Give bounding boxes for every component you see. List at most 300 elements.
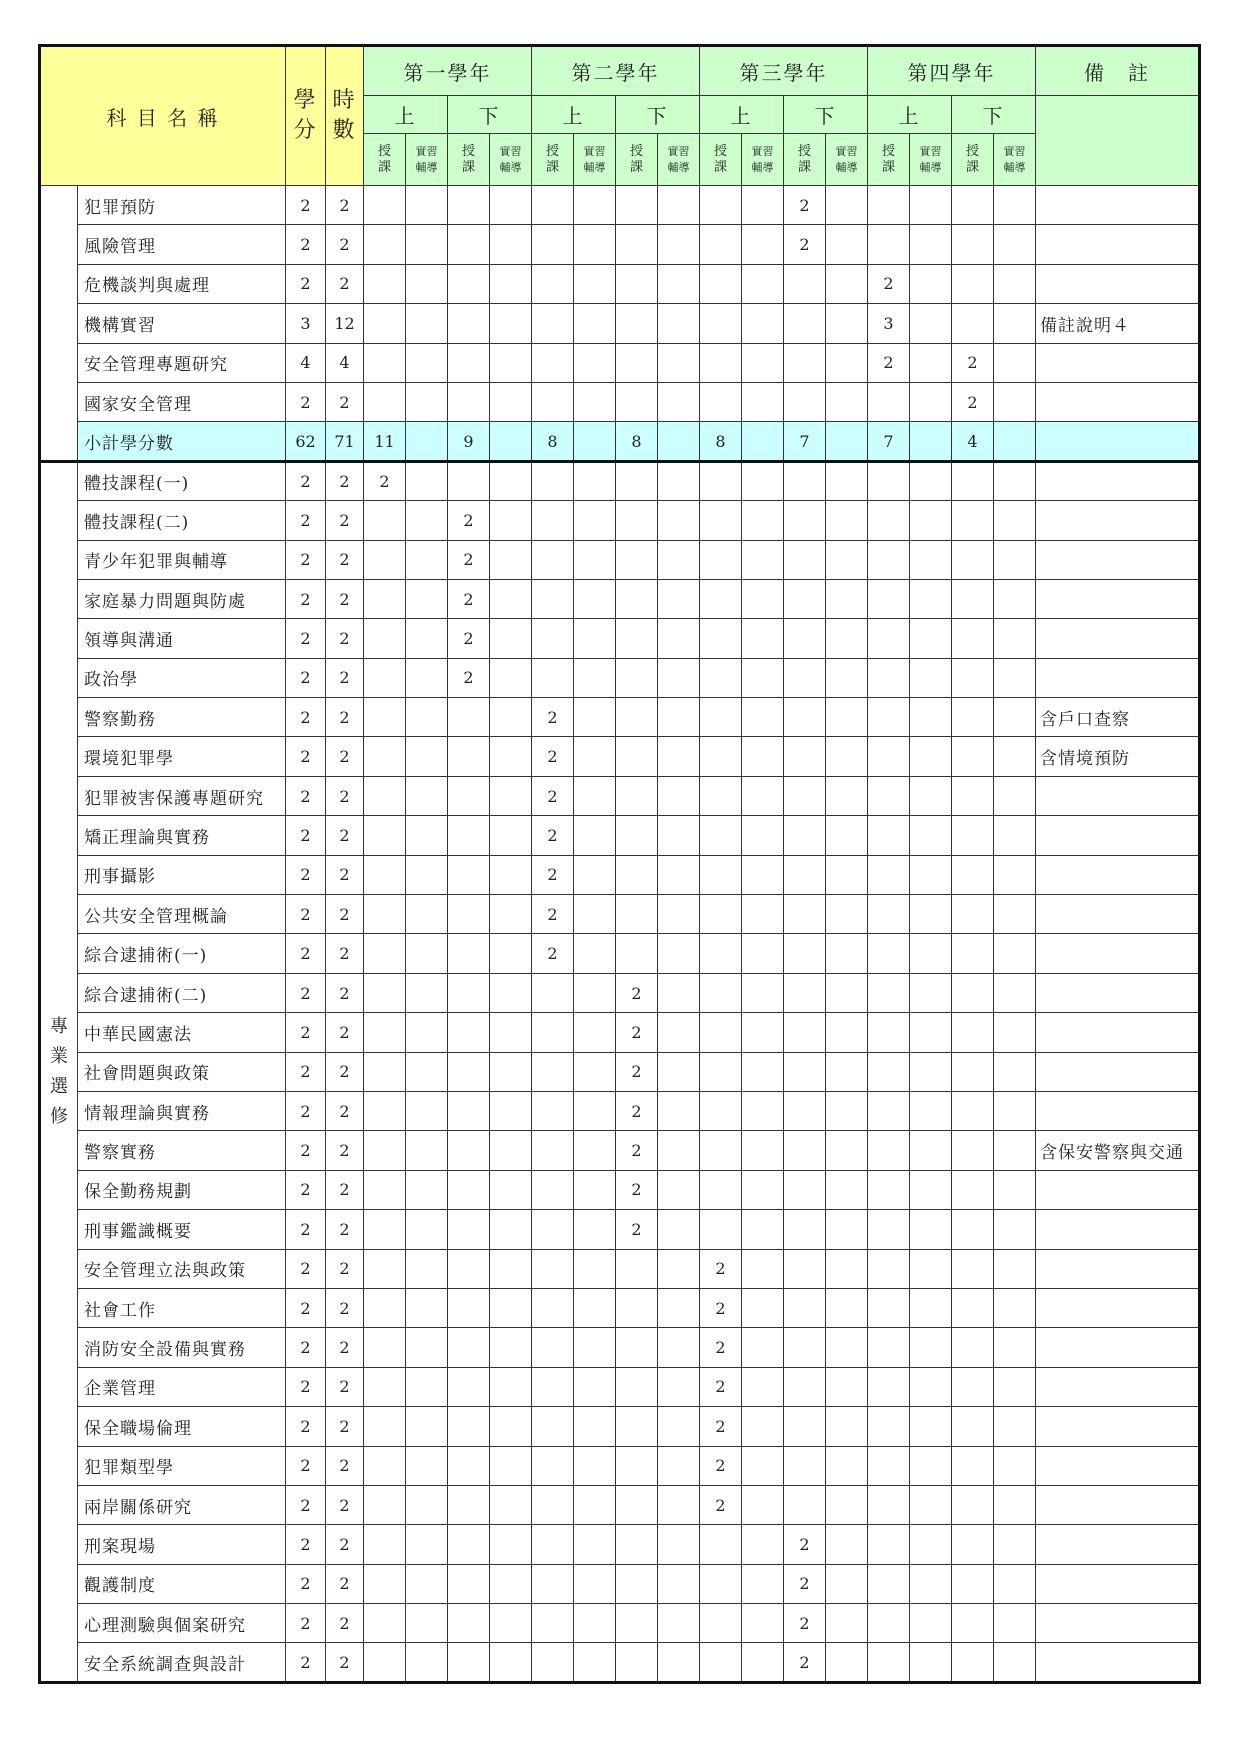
lecture-cell [700, 698, 742, 737]
course-credits: 62 [286, 422, 326, 461]
course-remark [1036, 1013, 1200, 1052]
practice-cell [994, 1525, 1036, 1564]
practice-cell [406, 540, 448, 579]
course-credits: 2 [286, 855, 326, 894]
course-hours: 2 [326, 1485, 364, 1524]
practice-cell [910, 1091, 952, 1130]
practice-cell [742, 264, 784, 303]
practice-cell [658, 776, 700, 815]
lecture-cell: 2 [616, 973, 658, 1012]
lecture-cell [952, 540, 994, 579]
practice-cell [910, 816, 952, 855]
course-credits: 2 [286, 1210, 326, 1249]
subject-name-header: 科 目 名 稱 [40, 46, 286, 186]
lecture-cell [784, 776, 826, 815]
practice-cell [406, 895, 448, 934]
lecture-cell: 2 [616, 1170, 658, 1209]
course-credits: 2 [286, 1091, 326, 1130]
lecture-cell [784, 619, 826, 658]
practice-cell [826, 934, 868, 973]
course-credits: 2 [286, 1052, 326, 1091]
practice-cell [826, 658, 868, 697]
practice-cell [658, 186, 700, 225]
lecture-cell [700, 895, 742, 934]
practice-cell [658, 816, 700, 855]
course-credits: 2 [286, 186, 326, 225]
lecture-cell: 2 [616, 1131, 658, 1170]
practice-cell [574, 658, 616, 697]
lecture-cell [952, 1210, 994, 1249]
practice-cell [994, 1604, 1036, 1643]
practice-cell [658, 934, 700, 973]
lecture-cell [784, 737, 826, 776]
lecture-cell: 2 [448, 540, 490, 579]
lecture-cell [532, 225, 574, 264]
practice-cell [406, 737, 448, 776]
course-hours: 2 [326, 1525, 364, 1564]
practice-cell [742, 737, 784, 776]
practice-cell [742, 579, 784, 618]
course-hours: 2 [326, 501, 364, 540]
practice-cell [406, 1131, 448, 1170]
course-name: 中華民國憲法 [78, 1013, 286, 1052]
lecture-cell [868, 934, 910, 973]
practice-cell [490, 1328, 532, 1367]
practice-cell [742, 1328, 784, 1367]
course-hours: 2 [326, 1407, 364, 1446]
lecture-cell [532, 1604, 574, 1643]
lecture-cell [616, 1367, 658, 1406]
lecture-cell [952, 304, 994, 343]
practice-cell [406, 1288, 448, 1327]
practice-cell [994, 1013, 1036, 1052]
lecture-header: 授 課 [616, 134, 658, 186]
lecture-cell [868, 1564, 910, 1603]
lecture-cell [532, 1170, 574, 1209]
practice-cell [910, 1170, 952, 1209]
course-name: 警察實務 [78, 1131, 286, 1170]
lecture-cell: 2 [448, 501, 490, 540]
course-credits: 2 [286, 1525, 326, 1564]
course-credits: 2 [286, 619, 326, 658]
table-row [40, 1446, 1200, 1485]
lecture-cell [700, 304, 742, 343]
course-remark [1036, 658, 1200, 697]
practice-cell [910, 1131, 952, 1170]
table-row [40, 461, 1200, 500]
lecture-cell [784, 973, 826, 1012]
practice-cell [658, 382, 700, 421]
lecture-cell [616, 1564, 658, 1603]
lecture-cell [700, 343, 742, 382]
lecture-cell: 2 [784, 225, 826, 264]
course-credits: 2 [286, 1367, 326, 1406]
lecture-cell: 2 [784, 1643, 826, 1682]
practice-header: 實習 輔導 [826, 134, 868, 186]
lecture-cell [364, 1564, 406, 1603]
practice-cell [910, 579, 952, 618]
lecture-cell [700, 776, 742, 815]
lecture-cell [448, 343, 490, 382]
practice-cell [406, 855, 448, 894]
lecture-cell [868, 579, 910, 618]
lecture-cell [616, 737, 658, 776]
lecture-cell [364, 737, 406, 776]
practice-cell [826, 304, 868, 343]
course-name: 社會問題與政策 [78, 1052, 286, 1091]
course-name: 家庭暴力問題與防處 [78, 579, 286, 618]
lecture-cell: 2 [700, 1485, 742, 1524]
lecture-cell [952, 658, 994, 697]
practice-cell [742, 973, 784, 1012]
lecture-cell [784, 895, 826, 934]
lecture-cell [784, 461, 826, 500]
lecture-cell [532, 304, 574, 343]
course-credits: 2 [286, 1013, 326, 1052]
practice-cell [994, 973, 1036, 1012]
course-credits: 2 [286, 658, 326, 697]
course-credits: 2 [286, 579, 326, 618]
table-row [40, 540, 1200, 579]
lecture-cell [532, 579, 574, 618]
lecture-cell [700, 1525, 742, 1564]
lecture-cell [448, 855, 490, 894]
lecture-cell [448, 1249, 490, 1288]
practice-cell [490, 1564, 532, 1603]
lecture-cell [700, 186, 742, 225]
lecture-cell [448, 1013, 490, 1052]
course-remark [1036, 934, 1200, 973]
course-remark [1036, 1564, 1200, 1603]
course-credits: 2 [286, 264, 326, 303]
practice-cell [406, 1485, 448, 1524]
lecture-cell [952, 895, 994, 934]
course-name: 國家安全管理 [78, 382, 286, 421]
lecture-cell [364, 225, 406, 264]
lecture-cell [364, 1525, 406, 1564]
lecture-header: 授 課 [784, 134, 826, 186]
lecture-cell [616, 501, 658, 540]
course-name: 公共安全管理概論 [78, 895, 286, 934]
practice-cell [742, 343, 784, 382]
lecture-cell [364, 304, 406, 343]
practice-cell [490, 422, 532, 461]
practice-cell [742, 1446, 784, 1485]
table-body [40, 186, 1200, 1683]
course-remark [1036, 855, 1200, 894]
course-hours: 2 [326, 186, 364, 225]
lecture-cell [868, 1604, 910, 1643]
table-row [40, 737, 1200, 776]
lecture-cell [364, 1288, 406, 1327]
lecture-cell [616, 855, 658, 894]
practice-cell [742, 1131, 784, 1170]
lecture-cell: 2 [784, 1604, 826, 1643]
course-remark [1036, 973, 1200, 1012]
practice-cell [406, 1013, 448, 1052]
course-hours: 2 [326, 973, 364, 1012]
practice-cell [994, 382, 1036, 421]
course-hours: 2 [326, 855, 364, 894]
lecture-cell: 4 [952, 422, 994, 461]
course-credits: 2 [286, 1131, 326, 1170]
lecture-cell [364, 658, 406, 697]
table-row [40, 1564, 1200, 1603]
practice-cell [994, 540, 1036, 579]
practice-cell [994, 225, 1036, 264]
lecture-cell: 8 [616, 422, 658, 461]
practice-cell [490, 1446, 532, 1485]
practice-cell [742, 186, 784, 225]
course-hours: 2 [326, 225, 364, 264]
lecture-cell [616, 895, 658, 934]
practice-cell [490, 461, 532, 500]
practice-cell [574, 1564, 616, 1603]
practice-cell [658, 461, 700, 500]
course-name: 安全管理立法與政策 [78, 1249, 286, 1288]
course-name: 環境犯罪學 [78, 737, 286, 776]
practice-cell [826, 1210, 868, 1249]
practice-cell [910, 737, 952, 776]
lecture-cell [532, 540, 574, 579]
practice-cell [994, 1407, 1036, 1446]
lecture-cell [616, 1525, 658, 1564]
practice-cell [658, 1210, 700, 1249]
lecture-cell [364, 186, 406, 225]
practice-cell [490, 1052, 532, 1091]
lecture-cell [364, 540, 406, 579]
lecture-cell [364, 264, 406, 303]
lecture-cell [700, 501, 742, 540]
lecture-cell [364, 1643, 406, 1682]
lecture-cell: 2 [616, 1091, 658, 1130]
practice-cell [826, 264, 868, 303]
lecture-cell [616, 619, 658, 658]
lecture-cell [952, 461, 994, 500]
lecture-cell [784, 1091, 826, 1130]
practice-cell [406, 461, 448, 500]
practice-cell [658, 973, 700, 1012]
table-row [40, 1052, 1200, 1091]
lecture-cell [532, 343, 574, 382]
lecture-cell [448, 1446, 490, 1485]
lecture-cell [532, 1249, 574, 1288]
course-remark [1036, 619, 1200, 658]
practice-cell [826, 1485, 868, 1524]
lecture-cell: 2 [700, 1446, 742, 1485]
practice-cell [574, 461, 616, 500]
lecture-cell [868, 1052, 910, 1091]
practice-cell [994, 1052, 1036, 1091]
lecture-cell [952, 1249, 994, 1288]
lecture-cell [700, 855, 742, 894]
course-hours: 2 [326, 382, 364, 421]
practice-cell [406, 1091, 448, 1130]
practice-cell [574, 1131, 616, 1170]
lecture-cell [784, 698, 826, 737]
lecture-cell [448, 1131, 490, 1170]
practice-cell [910, 1328, 952, 1367]
lecture-cell: 2 [868, 343, 910, 382]
lecture-cell [700, 1091, 742, 1130]
practice-cell [658, 343, 700, 382]
course-credits: 2 [286, 1328, 326, 1367]
lecture-cell [952, 816, 994, 855]
practice-cell [490, 619, 532, 658]
practice-cell [490, 816, 532, 855]
practice-cell [406, 382, 448, 421]
practice-cell [826, 501, 868, 540]
table-row [40, 382, 1200, 421]
course-hours: 2 [326, 264, 364, 303]
lecture-cell [784, 1131, 826, 1170]
lecture-cell [616, 225, 658, 264]
lecture-cell [952, 1604, 994, 1643]
course-name: 企業管理 [78, 1367, 286, 1406]
lecture-cell [532, 1367, 574, 1406]
practice-cell [574, 304, 616, 343]
practice-cell [574, 895, 616, 934]
table-row [40, 619, 1200, 658]
course-remark [1036, 1249, 1200, 1288]
lecture-cell [532, 1485, 574, 1524]
lecture-cell [784, 1249, 826, 1288]
lecture-cell [868, 1367, 910, 1406]
practice-cell [742, 816, 784, 855]
practice-cell [574, 619, 616, 658]
course-credits: 2 [286, 1643, 326, 1682]
lecture-cell [700, 1170, 742, 1209]
practice-cell [406, 816, 448, 855]
table-row [40, 501, 1200, 540]
course-credits: 2 [286, 737, 326, 776]
course-remark [1036, 343, 1200, 382]
practice-cell [910, 1210, 952, 1249]
course-credits: 2 [286, 225, 326, 264]
practice-cell [742, 855, 784, 894]
practice-cell [574, 1170, 616, 1209]
table-row [40, 1328, 1200, 1367]
practice-cell [574, 1485, 616, 1524]
course-remark [1036, 1525, 1200, 1564]
lecture-cell [868, 1485, 910, 1524]
practice-cell [490, 1249, 532, 1288]
practice-cell [742, 1367, 784, 1406]
practice-cell [658, 1367, 700, 1406]
practice-cell [574, 1446, 616, 1485]
lecture-cell: 2 [532, 934, 574, 973]
practice-cell [910, 698, 952, 737]
practice-cell [574, 540, 616, 579]
course-name: 機構實習 [78, 304, 286, 343]
practice-cell [490, 1210, 532, 1249]
lecture-cell [532, 1525, 574, 1564]
category-label-text: 專 業 選 修 [50, 1015, 68, 1127]
practice-cell [994, 304, 1036, 343]
lecture-cell [952, 1407, 994, 1446]
lecture-cell [364, 973, 406, 1012]
practice-cell [826, 540, 868, 579]
lecture-cell [616, 579, 658, 618]
table-row [40, 816, 1200, 855]
course-name: 青少年犯罪與輔導 [78, 540, 286, 579]
lecture-cell: 2 [868, 264, 910, 303]
lecture-cell [364, 816, 406, 855]
course-name: 安全管理專題研究 [78, 343, 286, 382]
practice-cell [658, 1525, 700, 1564]
practice-cell [910, 1407, 952, 1446]
practice-cell [994, 776, 1036, 815]
practice-cell [406, 343, 448, 382]
practice-cell [994, 579, 1036, 618]
course-name: 犯罪預防 [78, 186, 286, 225]
practice-cell [574, 1210, 616, 1249]
practice-cell [994, 1210, 1036, 1249]
practice-cell [910, 186, 952, 225]
lecture-cell [616, 343, 658, 382]
practice-cell [574, 264, 616, 303]
table-row [40, 1013, 1200, 1052]
practice-cell [742, 619, 784, 658]
course-hours: 2 [326, 1564, 364, 1603]
practice-cell [826, 619, 868, 658]
course-remark [1036, 1091, 1200, 1130]
lecture-cell [448, 264, 490, 303]
lecture-cell [364, 1407, 406, 1446]
lecture-cell: 9 [448, 422, 490, 461]
lecture-cell [868, 186, 910, 225]
practice-cell [910, 1485, 952, 1524]
practice-cell [490, 1091, 532, 1130]
lecture-cell [448, 1525, 490, 1564]
lecture-cell [784, 1446, 826, 1485]
lecture-cell [616, 1249, 658, 1288]
practice-cell [406, 658, 448, 697]
practice-cell [490, 540, 532, 579]
course-hours: 2 [326, 1052, 364, 1091]
table-row [40, 304, 1200, 343]
practice-cell [994, 1328, 1036, 1367]
course-hours: 2 [326, 1328, 364, 1367]
practice-cell [742, 1249, 784, 1288]
course-remark [1036, 540, 1200, 579]
practice-cell [826, 737, 868, 776]
lecture-cell [364, 1249, 406, 1288]
practice-cell [406, 1052, 448, 1091]
course-hours: 2 [326, 1013, 364, 1052]
lecture-cell [868, 1013, 910, 1052]
practice-cell [742, 1485, 784, 1524]
practice-cell [910, 225, 952, 264]
course-hours: 71 [326, 422, 364, 461]
course-remark [1036, 1446, 1200, 1485]
semester-header: 下 [448, 96, 532, 134]
practice-cell [826, 579, 868, 618]
course-name: 消防安全設備與實務 [78, 1328, 286, 1367]
practice-cell [406, 1525, 448, 1564]
practice-cell [742, 776, 784, 815]
practice-cell [574, 855, 616, 894]
course-remark [1036, 422, 1200, 461]
practice-cell [826, 1564, 868, 1603]
lecture-cell [784, 816, 826, 855]
lecture-cell [448, 934, 490, 973]
course-credits: 2 [286, 382, 326, 421]
course-hours: 2 [326, 816, 364, 855]
course-name: 刑事攝影 [78, 855, 286, 894]
practice-cell [490, 1131, 532, 1170]
practice-cell [826, 225, 868, 264]
